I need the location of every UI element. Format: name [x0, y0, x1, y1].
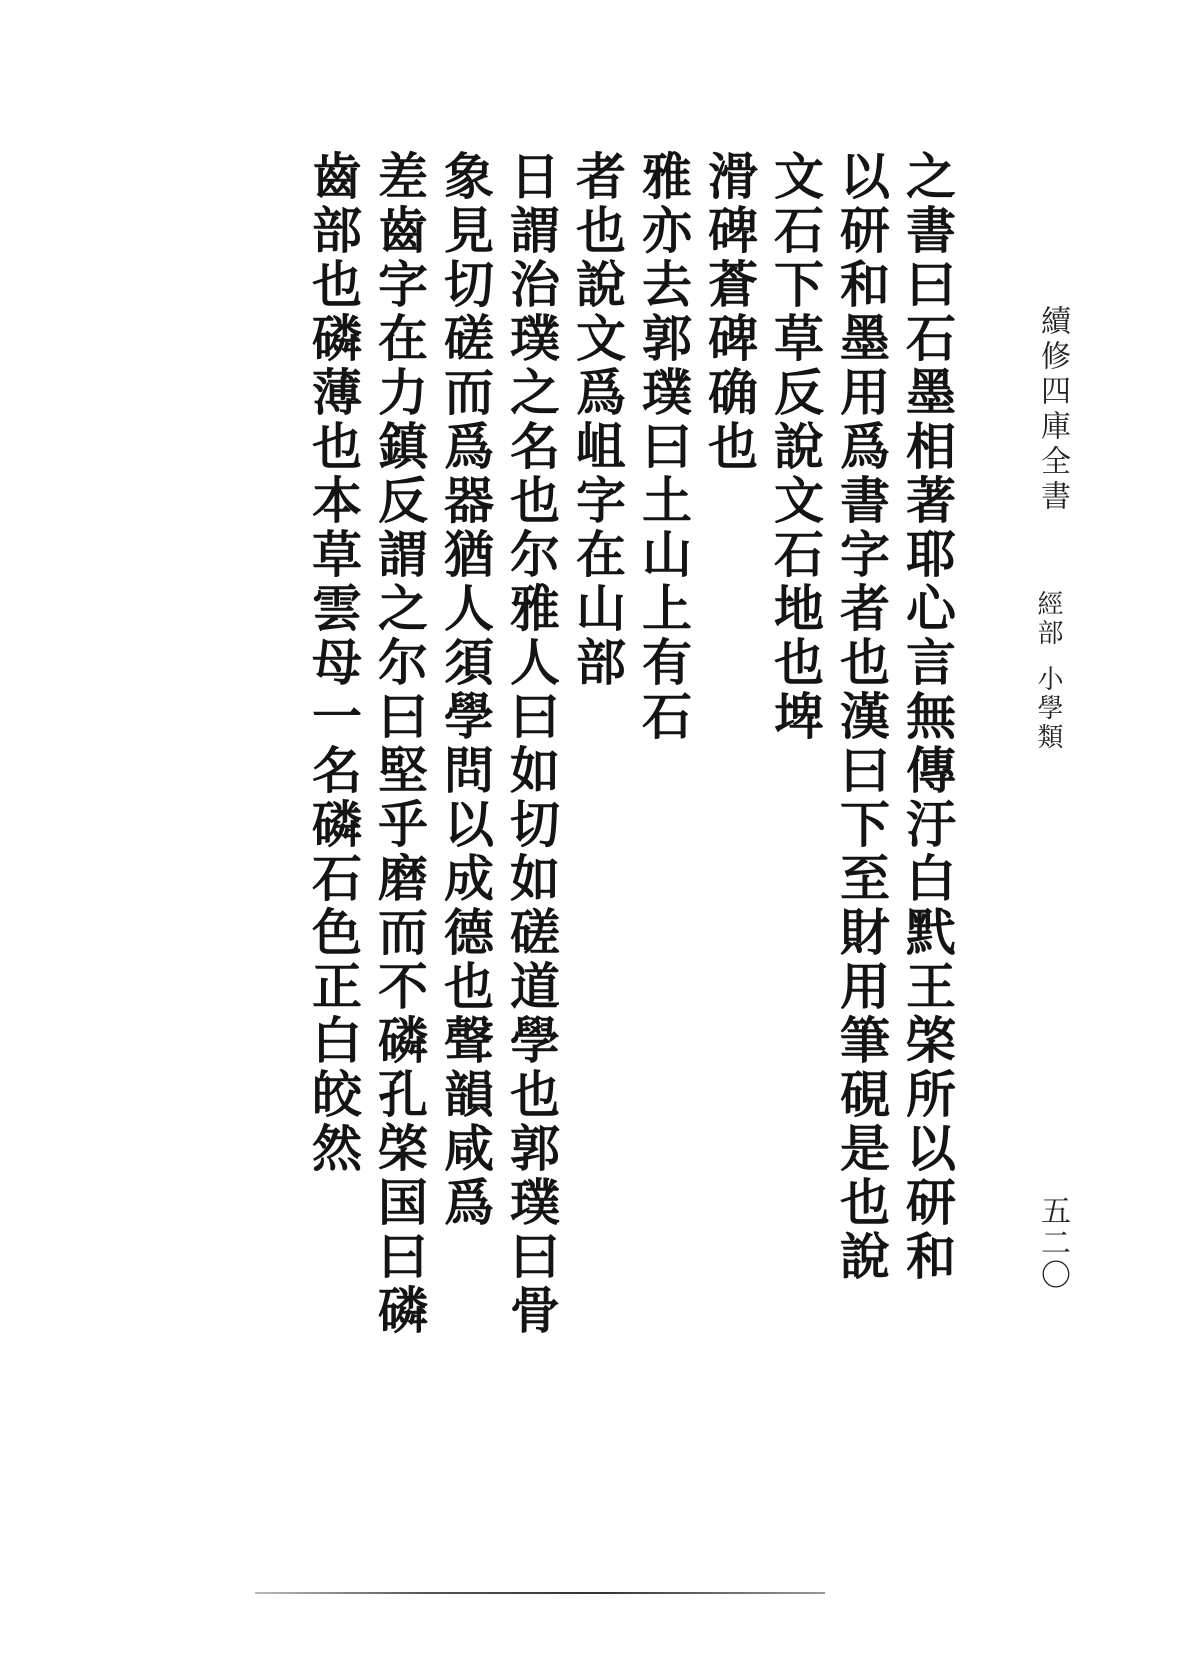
text-column: 以研和墨用爲書字者也漢曰下至財用筆硯是也說 — [832, 150, 891, 1284]
text-column: 文石下草反說文石地也埤 — [766, 150, 825, 744]
series-title: 續修四庫全書 — [1035, 305, 1070, 515]
page-number: 五二〇 — [1035, 1195, 1070, 1291]
main-text-block — [215, 150, 960, 1570]
text-column: 者也說文爲岨字在山部 — [568, 150, 627, 690]
text-column: 象見切磋而爲器猶人須學問以成德也聲韻咸爲 — [436, 150, 495, 1230]
text-column: 滑碑蒼碑确也 — [700, 150, 759, 474]
section-label: 經部 — [1033, 590, 1063, 648]
category-label: 小學類 — [1033, 665, 1063, 752]
text-column: 齒部也磷薄也本草雲母一名磷石色正白皎然 — [304, 150, 363, 1176]
text-column: 之書曰石墨相著耶心言無傳汙白黓王棨所以研和 — [898, 150, 957, 1284]
text-column: 日謂治璞之名也尔雅人曰如切如磋道學也郭璞曰骨 — [502, 150, 561, 1338]
text-column: 雅亦去郭璞曰土山上有石 — [634, 150, 693, 744]
bottom-rule — [255, 1592, 825, 1594]
text-column: 差齒字在力鎮反謂之尔曰堅乎磨而不磷孔棨国曰磷 — [370, 150, 429, 1338]
